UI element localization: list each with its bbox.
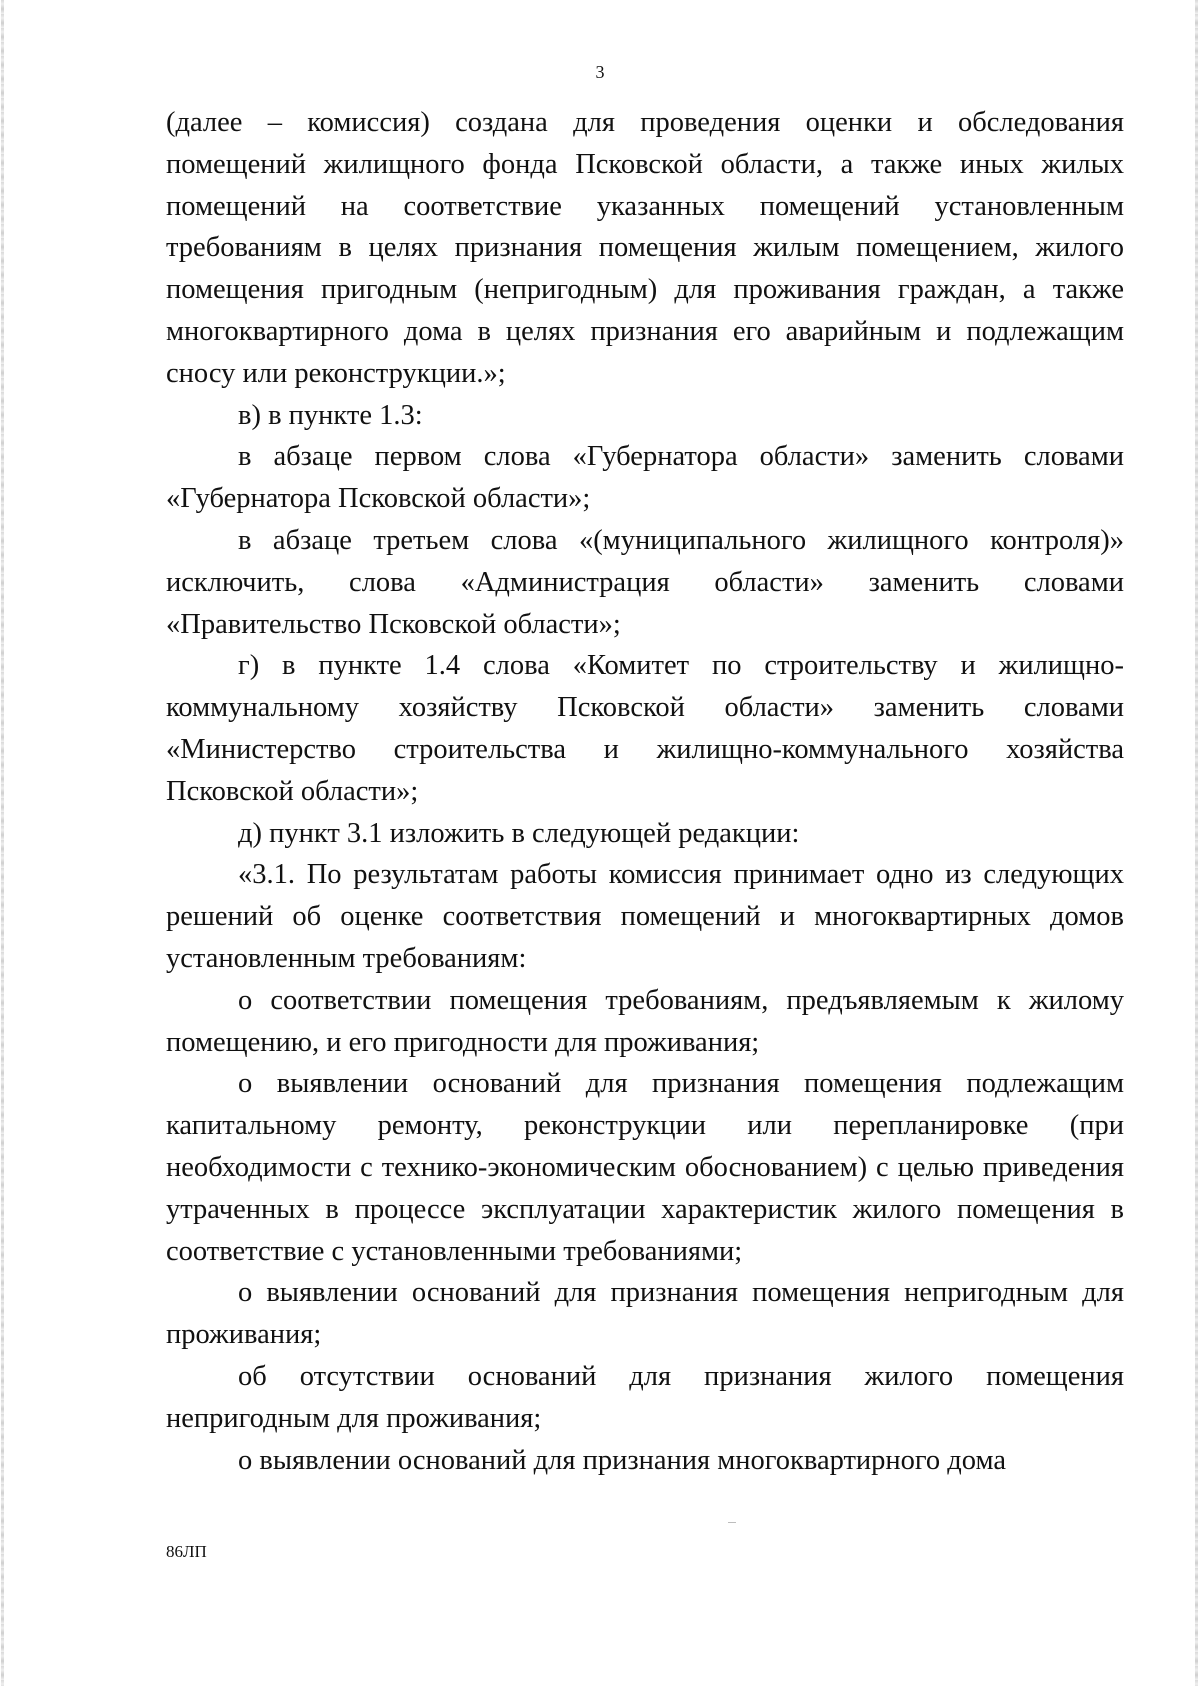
paragraph-decision-unsuitable: о выявлении оснований для признания помещения непригодным для проживания; bbox=[166, 1277, 1124, 1351]
document-body bbox=[166, 102, 1124, 1481]
paragraph-decision-suitable: о соответствии помещения требованиям, предъявляемым к жилому помещению, и его пригодности для проживания; bbox=[166, 984, 1124, 1058]
scan-speck bbox=[728, 1522, 736, 1523]
paragraph-item-d: д) пункт 3.1 изложить в следующей редакции: bbox=[238, 817, 800, 849]
scan-edge-right bbox=[1195, 0, 1198, 1686]
paragraph-commission-definition: (далее – комиссия) создана для проведения оценки и обследования помещений жилищного фонда Псковской области, а также иных жилых помещений на соответствие указанных помещений установленным требованиям в целях признания помещения жилым помещением, жилого помещения пригодным (непригодным) для проживания граждан, а также многоквартирного дома в целях признания его аварийным и подлежащим сносу или реконструкции.»; bbox=[166, 107, 1124, 389]
scan-edge-left bbox=[1, 0, 4, 1686]
paragraph-third-abzac: в абзаце третьем слова «(муниципального жилищного контроля)» исключить, слова «Администрация области» заменить словами «Правительство Псковской области»; bbox=[166, 524, 1124, 640]
paragraph-decision-no-grounds: об отсутствии оснований для признания жилого помещения непригодным для проживания; bbox=[166, 1360, 1124, 1434]
paragraph-clause-3-1: «3.1. По результатам работы комиссия принимает одно из следующих решений об оценке соответствия помещений и многоквартирных домов установленным требованиям: bbox=[166, 859, 1124, 974]
paragraph-item-v: в) в пункте 1.3: bbox=[238, 399, 423, 431]
paragraph-decision-apartment-building: о выявлении оснований для признания многоквартирного дома bbox=[238, 1444, 1006, 1476]
paragraph-item-g: г) в пункте 1.4 слова «Комитет по строительству и жилищно-коммунальному хозяйству Псковской области» заменить словами «Министерство строительства и жилищно-коммунального хозяйства Псковской области»; bbox=[166, 650, 1124, 807]
footer-document-code: 86ЛП bbox=[166, 1542, 207, 1561]
page-number: 3 bbox=[595, 62, 605, 82]
paragraph-first-abzac: в абзаце первом слова «Губернатора области» заменить словами «Губернатора Псковской области»; bbox=[166, 441, 1124, 515]
paragraph-decision-repair: о выявлении оснований для признания помещения подлежащим капитальному ремонту, реконструкции или перепланировке (при необходимости с технико-экономическим обоснованием) с целью приведения утраченных в процессе эксплуатации характеристик жилого помещения в соответствие с установленными требованиями; bbox=[166, 1068, 1124, 1267]
